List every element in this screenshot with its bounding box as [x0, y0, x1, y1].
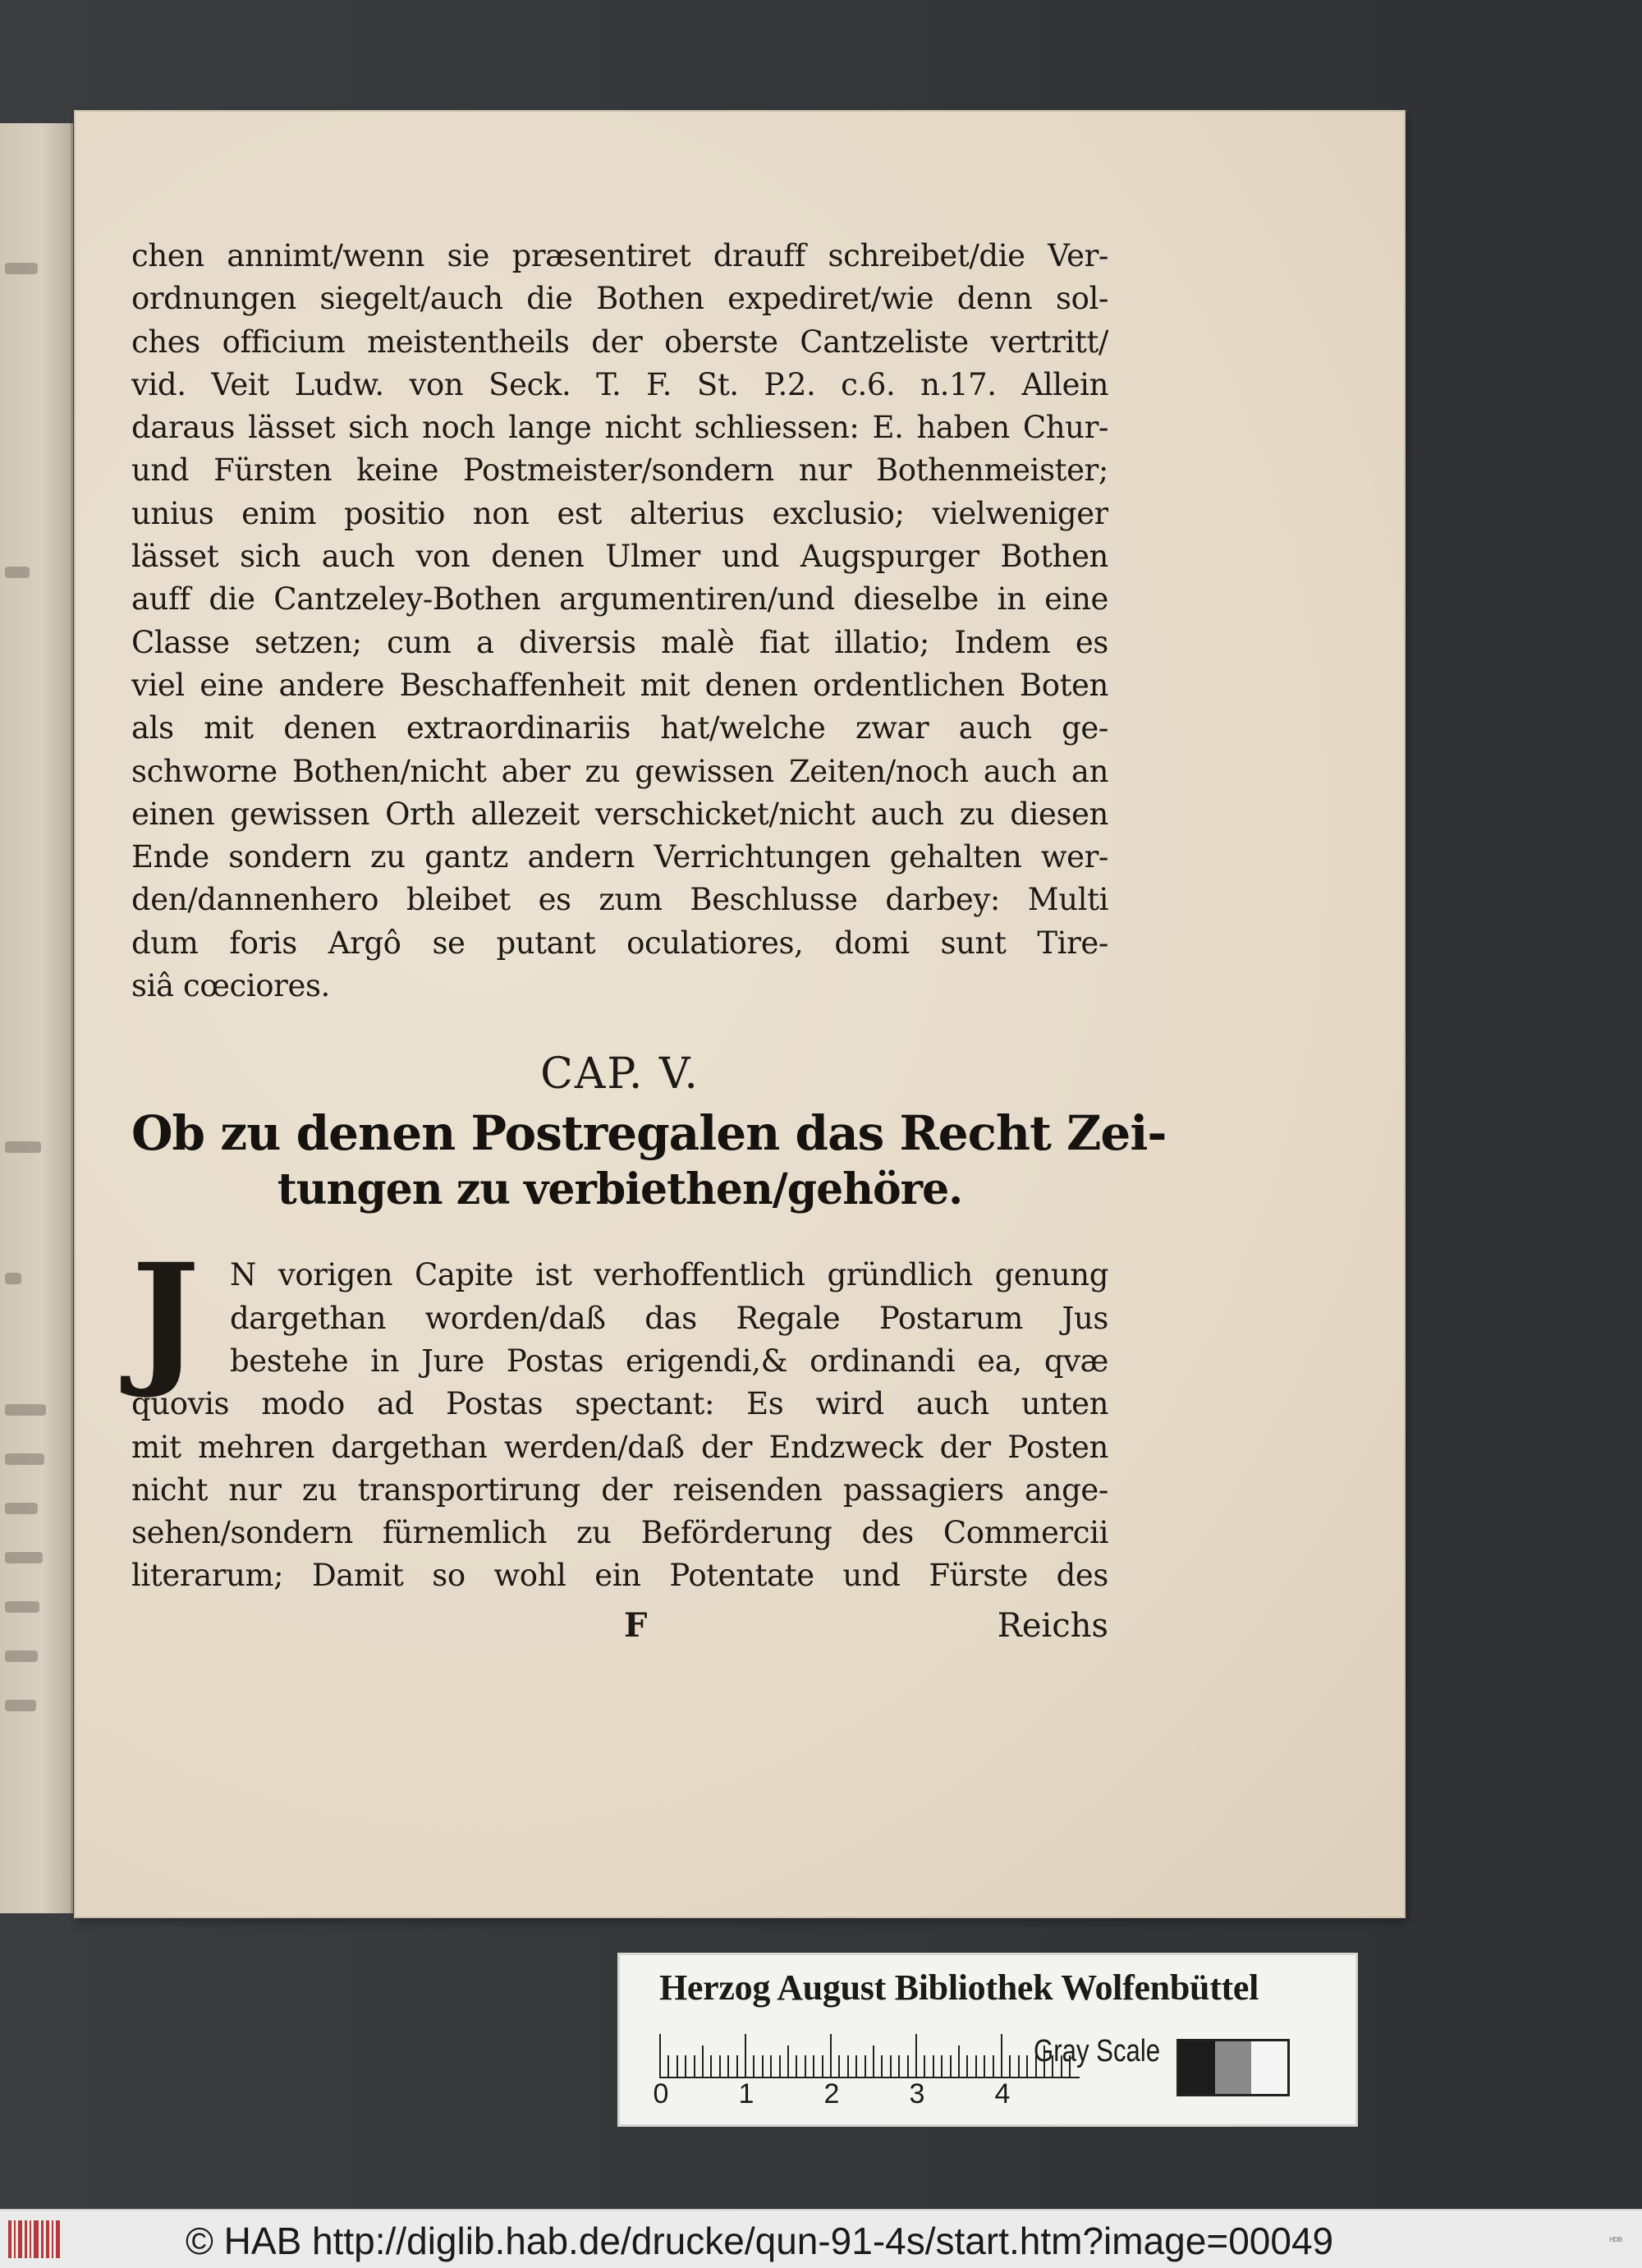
text-line: auff die Cantzeley-Bothen argumentiren/und dieselbe in eine — [131, 581, 1108, 618]
footer-code: ᴴᴰᴮ — [1609, 2235, 1622, 2247]
ruler-tick — [941, 2055, 943, 2077]
ruler-number: 4 — [994, 2078, 1011, 2110]
text-line: ordnungen siegelt/auch die Bothen expediret/wie denn sol- — [131, 281, 1108, 317]
ruler-tick — [830, 2034, 832, 2077]
ruler-tick — [727, 2055, 729, 2077]
chapter-label: CAP. V. — [540, 1049, 699, 1100]
ruler-tick — [881, 2055, 883, 2077]
ruler — [659, 2032, 1080, 2078]
ruler-tick — [907, 2055, 909, 2077]
ruler-tick — [702, 2045, 704, 2077]
ruler-tick — [924, 2055, 925, 2077]
ruler-tick — [813, 2055, 814, 2077]
ruler-number: 2 — [823, 2078, 840, 2110]
ruler-tick — [898, 2055, 900, 2077]
ruler-tick — [677, 2055, 678, 2077]
ruler-tick — [958, 2045, 960, 2077]
ruler-tick — [796, 2055, 797, 2077]
text-line: sehen/sondern fürnemlich zu Beförderung des Commercii — [131, 1515, 1108, 1551]
ruler-tick — [984, 2055, 985, 2077]
text-line: daraus lässet sich noch lange nicht schliessen: E. haben Chur- — [131, 410, 1108, 446]
text-line: unius enim positio non est alterius exclusio; vielweniger — [131, 495, 1108, 531]
text-line: vid. Veit Ludw. von Seck. T. F. St. P.2. c.6. n.17. Allein — [131, 366, 1108, 402]
text-line: nicht nur zu transportirung der reisenden passagiers ange- — [131, 1471, 1108, 1508]
ruler-tick — [822, 2055, 823, 2077]
text-line: dum foris Argô se putant oculatiores, domi sunt Tire- — [131, 925, 1108, 961]
ruler-tick — [950, 2055, 952, 2077]
ruler-tick — [1018, 2055, 1020, 2077]
book-page — [76, 112, 1404, 1917]
chapter-title-line-2: tungen zu verbiethen/gehöre. — [277, 1164, 963, 1215]
library-name: Herzog August Bibliothek Wolfenbüttel — [659, 1967, 1259, 2008]
text-line: Classe setzen; cum a diversis malè fiat illatio; Indem es — [131, 624, 1108, 660]
ruler-tick — [933, 2055, 934, 2077]
ruler-tick — [659, 2034, 661, 2077]
ruler-tick — [762, 2055, 764, 2077]
gray-swatches — [1176, 2039, 1290, 2096]
ruler-tick — [1026, 2055, 1028, 2077]
page-footer-marks — [131, 1601, 1108, 1650]
text-line: N vorigen Capite ist verhoffentlich gründlich genung — [230, 1257, 1108, 1293]
text-line: und Fürsten keine Postmeister/sondern nur Bothenmeister; — [131, 452, 1108, 489]
ruler-tick — [1001, 2034, 1002, 2077]
ruler-tick — [667, 2055, 669, 2077]
ruler-tick — [719, 2055, 721, 2077]
ruler-tick — [805, 2055, 806, 2077]
text-line: siâ cœciores. — [131, 968, 330, 1004]
text-line: Ende sondern zu gantz andern Verrichtungen gehalten wer- — [131, 839, 1108, 875]
ruler-tick — [966, 2055, 968, 2077]
text-line: ches officium meistentheils der oberste Cantzeliste vertritt/ — [131, 324, 1108, 360]
ruler-tick — [753, 2055, 754, 2077]
chapter-title-line-1: Ob zu denen Postregalen das Recht Zei- — [131, 1105, 1167, 1162]
gray-swatch — [1251, 2041, 1287, 2094]
ruler-tick — [855, 2055, 857, 2077]
ruler-number: 1 — [738, 2078, 754, 2110]
ruler-tick — [685, 2055, 686, 2077]
ruler-tick — [779, 2055, 781, 2077]
ruler-tick — [745, 2034, 746, 2077]
page-text — [131, 235, 1167, 1650]
text-line: literarum; Damit so wohl ein Potentate und Fürste des — [131, 1558, 1108, 1594]
ruler-tick — [847, 2055, 849, 2077]
ruler-tick — [865, 2055, 866, 2077]
ruler-tick — [1009, 2055, 1011, 2077]
gray-scale-card — [617, 1953, 1358, 2127]
text-line: chen annimt/wenn sie præsentiret drauff schreibet/die Ver- — [131, 238, 1108, 273]
ruler-tick — [873, 2045, 874, 2077]
footer-url: © HAB http://diglib.hab.de/drucke/qun-91-4s/start.htm?image=00049 — [186, 2220, 1334, 2262]
ruler-tick — [736, 2055, 738, 2077]
ruler-tick — [975, 2055, 977, 2077]
ruler-tick — [890, 2055, 892, 2077]
gray-swatch — [1179, 2041, 1215, 2094]
chapter-paragraph — [131, 1232, 1108, 1597]
barcode-icon — [8, 2220, 67, 2258]
ruler-tick — [787, 2045, 789, 2077]
text-line: quovis modo ad Postas spectant: Es wird auch unten — [131, 1386, 1108, 1422]
ruler-number: 0 — [653, 2078, 669, 2110]
text-line: mit mehren dargethan werden/daß der Endzweck der Posten — [131, 1429, 1108, 1465]
ruler-tick — [993, 2055, 994, 2077]
gray-scale-label: Gray Scale — [1034, 2034, 1161, 2068]
ruler-tick — [770, 2055, 772, 2077]
text-line: lässet sich auch von denen Ulmer und Augspurger Bothen — [131, 539, 1108, 575]
text-line: schworne Bothen/nicht aber zu gewissen Zeiten/noch auch an — [131, 753, 1108, 789]
ruler-tick — [915, 2034, 917, 2077]
gray-swatch — [1215, 2041, 1251, 2094]
ruler-number: 3 — [909, 2078, 925, 2110]
text-line: den/dannenhero bleibet es zum Beschlusse darbey: Multi — [131, 882, 1108, 918]
text-line: als mit denen extraordinariis hat/welche zwar auch ge- — [131, 710, 1108, 746]
footer-bar — [0, 2209, 1642, 2268]
signature-mark: F — [624, 1605, 648, 1645]
previous-page-edge — [0, 123, 73, 1913]
text-line: bestehe in Jure Postas erigendi,& ordinandi ea, qvæ — [230, 1343, 1108, 1379]
text-line: einen gewissen Orth allezeit verschicket/nicht auch zu diesen — [131, 796, 1108, 832]
text-line: viel eine andere Beschaffenheit mit denen ordentlichen Boten — [131, 667, 1108, 703]
text-line: dargethan worden/daß das Regale Postarum Jus — [230, 1300, 1108, 1336]
drop-cap: J — [131, 1232, 200, 1403]
paragraph-continuation — [131, 235, 1108, 1008]
ruler-tick — [710, 2055, 712, 2077]
ruler-tick — [838, 2055, 840, 2077]
ruler-tick — [694, 2055, 695, 2077]
catchword: Reichs — [997, 1606, 1108, 1645]
